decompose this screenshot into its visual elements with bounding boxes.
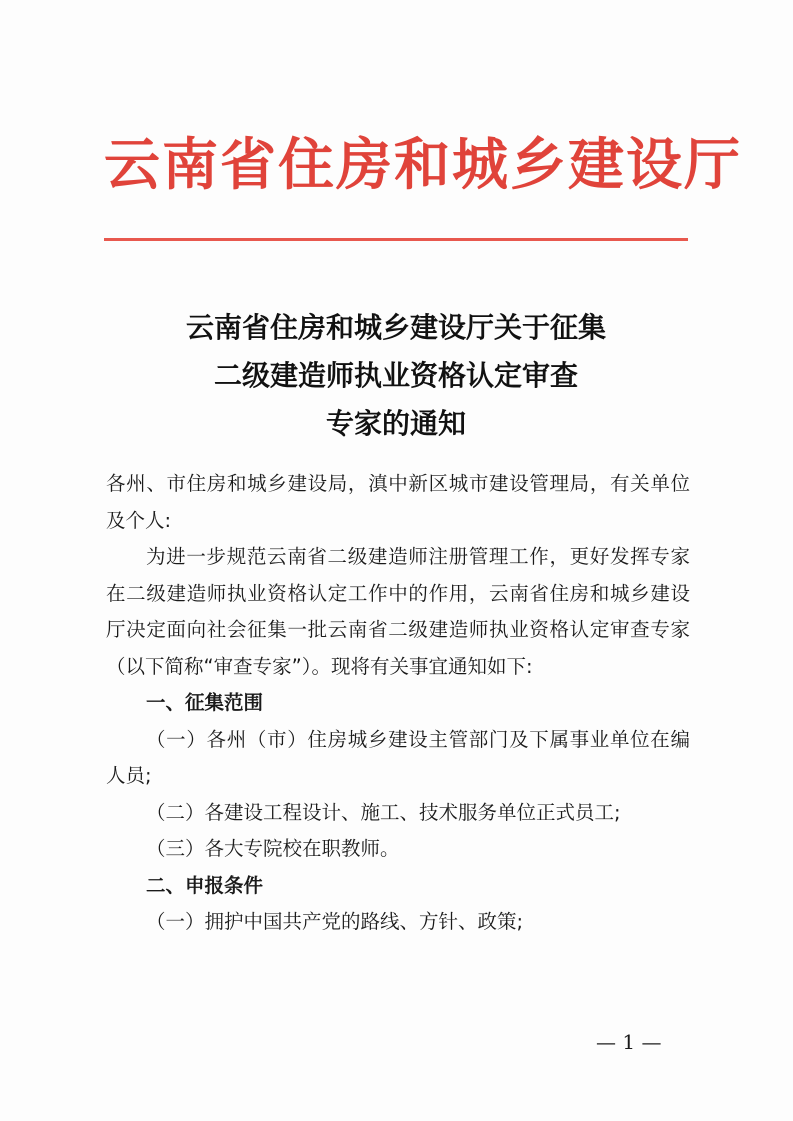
scope-item-3: （三）各大专院校在职教师。 [146, 837, 400, 860]
title-line-1: 云南省住房和城乡建设厅关于征集 [185, 311, 606, 344]
document-title [104, 304, 688, 448]
section-heading-scope: 一、征集范围 [146, 691, 264, 714]
title-line-2: 二级建造师执业资格认定审查 [213, 359, 578, 392]
scope-item-1: （一）各州（市）住房城乡建设主管部门及下属事业单位在编人员; [106, 727, 690, 787]
document-body [106, 466, 690, 941]
letterhead-red-rule [104, 238, 688, 241]
agency-letterhead: 云南省住房和城乡建设厅 [104, 132, 742, 198]
salutation: 各州、市住房和城乡建设局，滇中新区城市建设管理局，有关单位及个人: [106, 472, 690, 532]
title-line-3: 专家的通知 [325, 407, 466, 440]
condition-item-1: （一）拥护中国共产党的路线、方针、政策; [146, 910, 524, 933]
section-heading-conditions: 二、申报条件 [146, 873, 264, 897]
intro-paragraph: 为进一步规范云南省二级建造师注册管理工作，更好发挥专家在二级建造师执业资格认定工作中的作用，云南省住房和城乡建设厅决定面向社会征集一批云南省二级建造师执业资格认定审查专家（以下简称“审查专家”）。现将有关事宜通知如下: [106, 545, 690, 678]
scope-item-2: （二）各建设工程设计、施工、技术服务单位正式员工; [146, 800, 621, 824]
page-number: — 1 — [596, 1030, 662, 1054]
